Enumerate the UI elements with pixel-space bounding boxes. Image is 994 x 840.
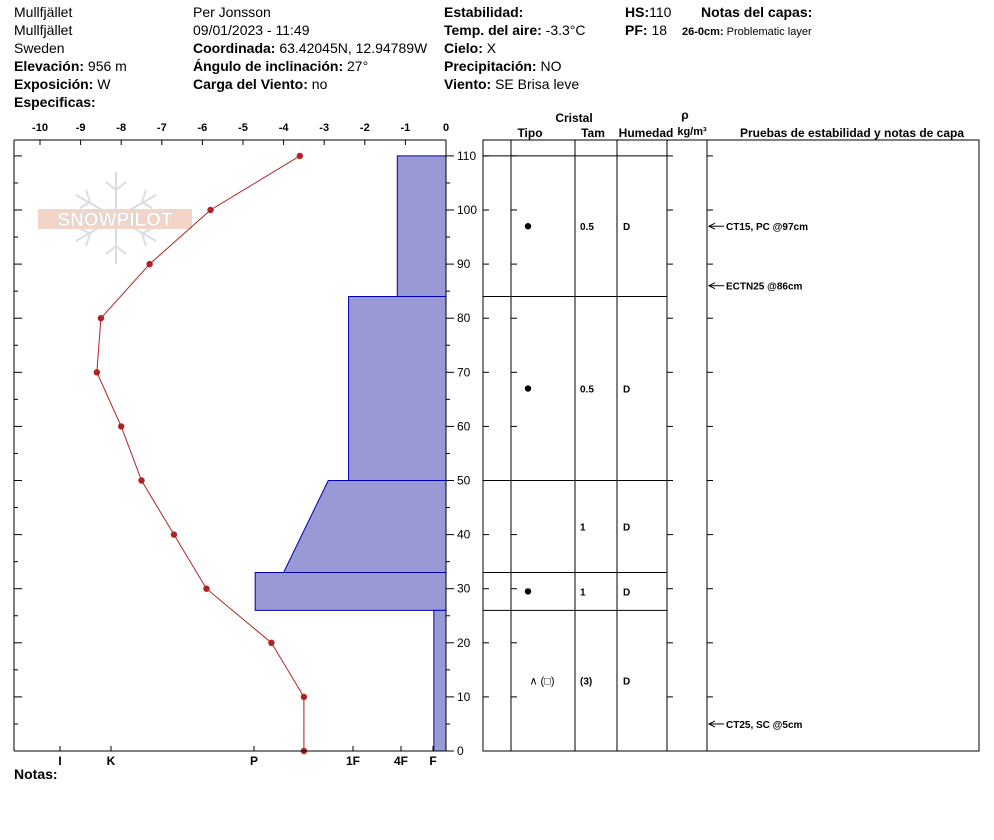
wind-load-label: Carga del Viento: [193, 76, 308, 92]
moisture-value: D [623, 676, 631, 688]
hardness-ticks [58, 746, 436, 768]
height-tick-label: 20 [457, 635, 471, 650]
snowpilot-logo [38, 172, 192, 264]
wind-value: SE Brisa leve [495, 76, 580, 92]
moisture-header: Humedad [618, 126, 674, 140]
height-tick-label: 10 [457, 689, 471, 704]
temperature-tick-label: -7 [156, 122, 167, 134]
hardness-tick-label: I [58, 754, 62, 768]
observer: Per Jonsson [193, 4, 271, 20]
hardness-tick-label: P [249, 754, 259, 768]
size-header: Tam [581, 126, 605, 140]
temperature-point [98, 315, 104, 321]
density-unit: kg/m³ [677, 126, 707, 138]
test-label: ECTN25 @86cm [726, 281, 803, 293]
temperature-point [203, 586, 209, 592]
grain-size: 0.5 [580, 384, 594, 396]
hardness-tick-label: F [429, 754, 437, 768]
hardness-layer [397, 156, 446, 297]
layer-notes-label: Notas del capas: [701, 4, 813, 20]
hardness-layers [255, 156, 446, 751]
height-tick-label: 80 [457, 311, 471, 326]
temperature-tick-label: -10 [32, 122, 48, 134]
wind-load-value: no [311, 76, 328, 92]
layer-rows [525, 222, 630, 687]
grain-size: 1 [580, 522, 586, 534]
elevation-value: 956 m [87, 58, 127, 74]
hs-label: HS: [625, 4, 650, 20]
height-tick-label: 40 [457, 527, 471, 542]
temperature-point [207, 207, 213, 213]
hardness-layer [284, 481, 446, 573]
hardness-tick-label: 1F [345, 754, 361, 768]
grain-type-label: ∧ (□) [529, 675, 555, 688]
hardness-layer [349, 297, 446, 481]
temperature-point [171, 531, 177, 537]
temperature-tick-label: -1 [400, 122, 411, 134]
slope-label: Ángulo de inclinación: [193, 58, 344, 74]
crystal-header: Cristal [555, 111, 593, 125]
hs-value: 110 [649, 4, 672, 20]
coord-value: 63.42045N, 12.94789W [279, 40, 428, 56]
precip-value: NO [540, 58, 562, 74]
country: Sweden [14, 40, 65, 56]
air-temp-value: -3.3°C [545, 22, 586, 38]
slope-value: 27° [347, 58, 369, 74]
layer-note-depth: 26-0cm: [682, 26, 724, 38]
aspect-value: W [97, 76, 111, 92]
grain-size: 1 [580, 587, 586, 599]
wind-label: Viento: [444, 76, 492, 92]
grain-size: 0.5 [580, 222, 594, 234]
hardness-tick-label: 4F [393, 754, 409, 768]
moisture-value: D [623, 222, 631, 234]
grain-type-rounded-icon [525, 223, 531, 229]
hardness-tick-label: K [106, 754, 116, 768]
temperature-tick-label: -4 [278, 122, 289, 134]
temperature-points [94, 153, 307, 755]
hardness-layer [434, 610, 446, 751]
sky-label: Cielo: [444, 40, 483, 56]
test-label: CT15, PC @97cm [726, 222, 809, 234]
stability-label: Estabilidad: [444, 4, 524, 20]
hardness-layer [255, 572, 446, 610]
aspect-label: Exposición: [14, 76, 94, 92]
temperature-point [146, 261, 152, 267]
table-ticks [483, 156, 713, 751]
pf-label: PF: [625, 22, 648, 38]
temperature-point [297, 153, 303, 159]
height-tick-label: 30 [457, 581, 471, 596]
moisture-value: D [623, 522, 631, 534]
temperature-point [94, 369, 100, 375]
tests-header: Pruebas de estabilidad y notas de capa [739, 126, 965, 140]
elevation-label: Elevación: [14, 58, 85, 74]
sky-value: X [486, 40, 497, 56]
moisture-value: D [623, 587, 631, 599]
height-tick-label: 60 [457, 419, 471, 434]
temperature-point [118, 423, 124, 429]
grain-type-rounded-icon [525, 588, 531, 594]
grain-size: (3) [580, 676, 593, 688]
region: Mullfjället [14, 22, 73, 38]
stability-tests [709, 222, 808, 731]
specifics-label: Especificas: [14, 94, 96, 110]
temperature-point [301, 694, 307, 700]
logo-text: SNOWPILOT [57, 210, 173, 231]
notes-label: Notas: [14, 766, 58, 782]
temperature-tick-label: 0 [442, 122, 450, 134]
layer-note-text: Problematic layer [726, 26, 812, 38]
air-temp-label: Temp. del aire: [444, 22, 542, 38]
temperature-tick-label: -3 [319, 122, 330, 134]
height-tick-label: 100 [457, 203, 478, 217]
pf-value: 18 [651, 22, 668, 38]
grain-type-rounded-icon [525, 385, 531, 391]
height-tick-label: 110 [457, 148, 477, 163]
moisture-value: D [623, 384, 631, 396]
test-label: CT25, SC @5cm [726, 719, 803, 731]
temperature-tick-label: -5 [238, 122, 248, 134]
precip-label: Precipitación: [444, 58, 537, 74]
temperature-point [268, 640, 274, 646]
height-tick-label: 70 [457, 365, 471, 380]
datetime: 09/01/2023 - 11:49 [193, 22, 310, 38]
temperature-tick-label: -9 [75, 122, 86, 134]
coord-label: Coordinada: [193, 40, 276, 56]
height-tick-label: 90 [457, 257, 471, 272]
temperature-ticks [32, 122, 449, 145]
height-tick-label: 0 [457, 744, 464, 758]
temperature-tick-label: -6 [197, 122, 208, 134]
type-header: Tipo [517, 126, 543, 140]
location: Mullfjället [14, 4, 73, 20]
density-symbol: ρ [681, 108, 689, 122]
height-tick-label: 50 [457, 473, 471, 488]
layer-table-columns [511, 140, 707, 751]
temperature-point [138, 477, 144, 483]
temperature-tick-label: -2 [359, 122, 370, 134]
temperature-profile-line [97, 156, 304, 751]
temperature-tick-label: -8 [116, 122, 127, 134]
